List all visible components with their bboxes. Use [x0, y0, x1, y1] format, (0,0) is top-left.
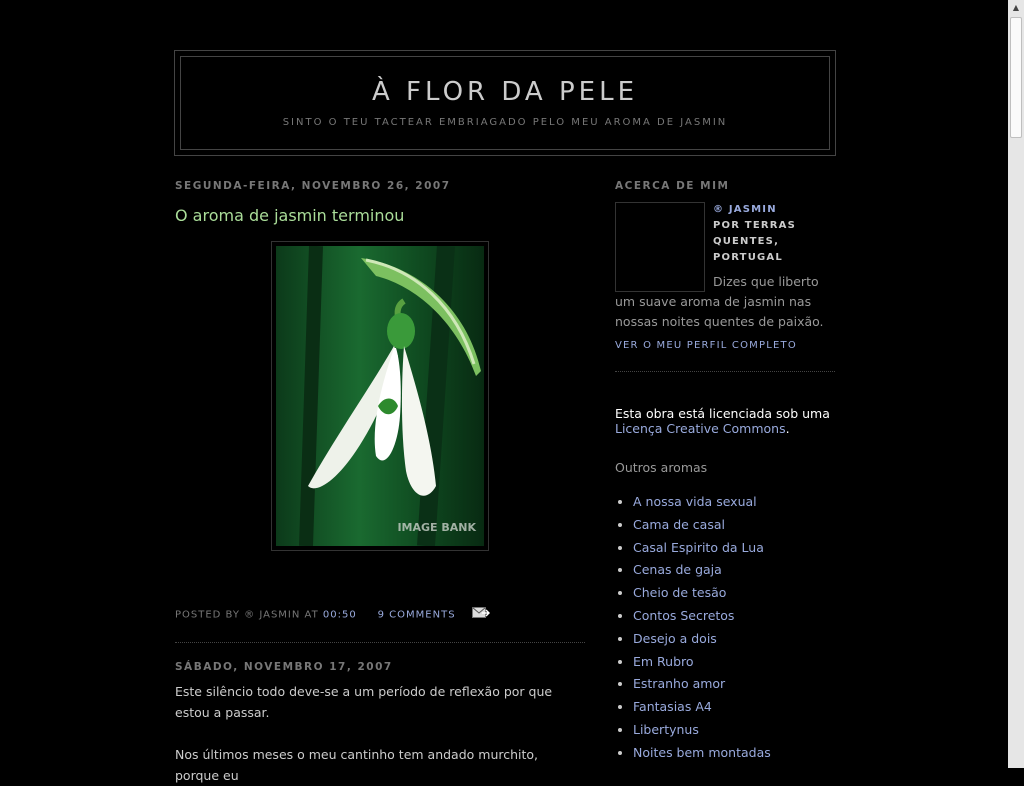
profile-name-link[interactable]: ® JASMIN — [713, 204, 777, 215]
about-title: ACERCA DE MIM — [615, 180, 730, 192]
profile-description: Dizes que liberto um suave aroma de jasmin nas nossas noites quentes de paixão. — [615, 274, 824, 329]
blog-link[interactable]: Contos Secretos — [633, 607, 735, 623]
sidebar — [615, 180, 835, 765]
blog-description: SINTO O TEU TACTEAR EMBRIAGADO PELO MEU AROMA DE JASMIN — [282, 117, 728, 128]
list-item — [633, 491, 835, 514]
blog-title[interactable]: À FLOR DA PELE — [372, 77, 638, 107]
license-text: Esta obra está licenciada sob uma — [615, 406, 830, 421]
scroll-up-arrow-icon[interactable]: ▲ — [1008, 0, 1024, 16]
list-item — [633, 673, 835, 696]
blog-link[interactable]: Em Rubro — [633, 653, 694, 669]
blog-link[interactable]: Libertynus — [633, 721, 699, 737]
blog-link[interactable]: Cheio de tesão — [633, 585, 727, 601]
list-item — [633, 605, 835, 628]
post-body-paragraph: Nos últimos meses o meu cantinho tem andado murchito, porque eu — [175, 747, 539, 783]
license-end: . — [785, 421, 790, 436]
list-item — [633, 696, 835, 719]
image-watermark: IMAGE BANK — [397, 521, 476, 534]
blog-link[interactable]: Desejo a dois — [633, 630, 717, 646]
blog-header — [174, 50, 836, 156]
post-date: SEGUNDA-FEIRA, NOVEMBRO 26, 2007 — [175, 180, 451, 192]
other-blogs-title: Outros aromas — [615, 460, 708, 475]
post-footer — [175, 607, 585, 622]
list-item — [633, 742, 835, 765]
profile-avatar[interactable] — [615, 202, 705, 292]
post-body-paragraph: Este silêncio todo deve-se a um período de reflexão por que estou a passar. — [175, 684, 553, 720]
blog-link[interactable]: Cama de casal — [633, 516, 725, 532]
snowdrop-flower-image[interactable] — [276, 246, 484, 546]
list-item — [633, 559, 835, 582]
profile-location: POR TERRAS QUENTES, PORTUGAL — [713, 220, 797, 263]
email-post-icon[interactable] — [472, 607, 490, 622]
list-item — [633, 628, 835, 651]
post-separator — [175, 642, 585, 643]
blog-link[interactable]: Cenas de gaja — [633, 562, 722, 578]
blog-link[interactable]: A nossa vida sexual — [633, 494, 757, 509]
profile-section — [615, 202, 835, 351]
blog-link[interactable]: Estranho amor — [633, 676, 726, 692]
license-notice — [615, 406, 835, 436]
list-item — [633, 514, 835, 537]
blog-link[interactable]: Noites bem montadas — [633, 744, 771, 760]
vertical-scrollbar[interactable] — [1008, 0, 1024, 768]
blog-links-list — [615, 491, 835, 765]
creative-commons-link[interactable]: Licença Creative Commons — [615, 421, 786, 436]
post-author: POSTED BY ® JASMIN AT — [175, 609, 319, 621]
post-title[interactable]: O aroma de jasmin terminou — [175, 206, 405, 225]
blog-header-inner — [180, 56, 830, 150]
snowdrop-illustration — [276, 246, 484, 546]
list-item — [633, 582, 835, 605]
post-time-link[interactable]: 00:50 — [322, 609, 357, 621]
list-item — [633, 537, 835, 560]
list-item — [633, 651, 835, 674]
main-column — [175, 180, 585, 786]
scrollbar-thumb[interactable] — [1010, 17, 1022, 138]
sidebar-separator — [615, 371, 835, 372]
post-comments-link[interactable]: 9 COMMENTS — [377, 609, 456, 621]
blog-link[interactable]: Casal Espirito da Lua — [633, 539, 764, 555]
post-date: SÁBADO, NOVEMBRO 17, 2007 — [175, 661, 393, 673]
post-image-frame[interactable] — [271, 241, 489, 551]
blog-link[interactable]: Fantasias A4 — [633, 699, 712, 715]
view-full-profile-link[interactable]: VER O MEU PERFIL COMPLETO — [615, 340, 797, 351]
list-item — [633, 719, 835, 742]
